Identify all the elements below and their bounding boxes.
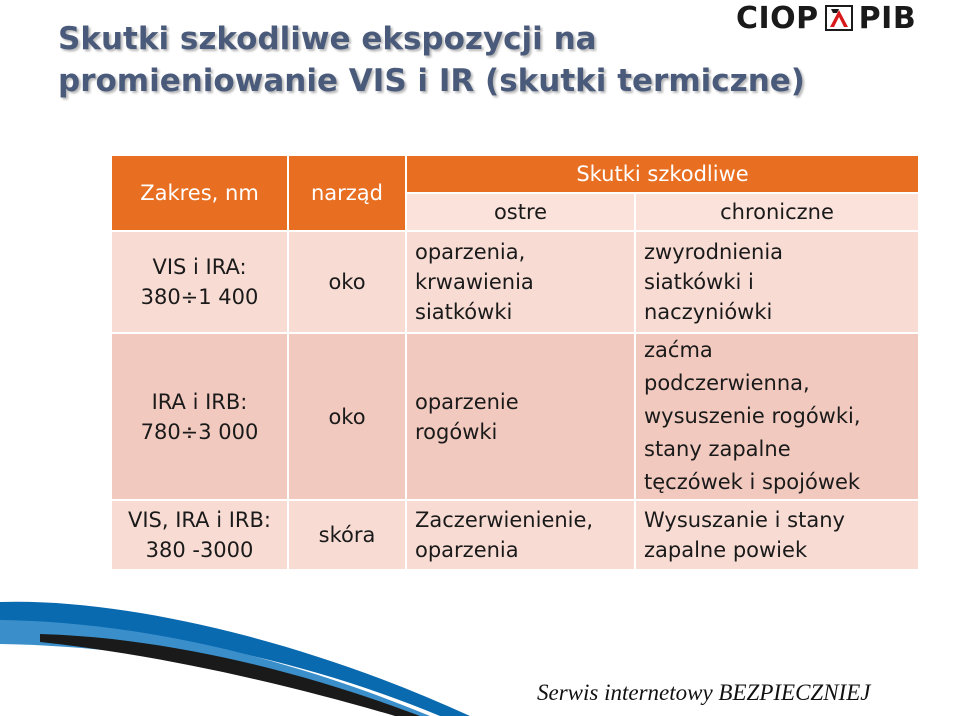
table-row [111, 333, 919, 500]
chronic-cell: zwyrodnienia siatkówki i naczyniówki [635, 231, 919, 333]
acute-cell: Zaczerwienienie, oparzenia [406, 500, 635, 570]
slide-title-line1: Skutki szkodliwe ekspozycji na [58, 21, 597, 57]
footer-text: Serwis internetowy BEZPIECZNIEJ [537, 680, 871, 705]
range-cell: VIS, IRA i IRB: 380 -3000 [111, 500, 288, 570]
chronic-cell: Wysuszanie i stany zapalne powiek [635, 500, 919, 570]
header-range: Zakres, nm [111, 155, 288, 231]
organ-cell: oko [288, 231, 406, 333]
range-cell: IRA i IRB: 780÷3 000 [111, 333, 288, 500]
acute-cell: oparzenie rogówki [406, 333, 635, 500]
logo-text-right: PIB [858, 0, 917, 36]
range-cell: VIS i IRA: 380÷1 400 [111, 231, 288, 333]
organ-cell: skóra [288, 500, 406, 570]
header-effects: Skutki szkodliwe [406, 155, 919, 193]
header-acute: ostre [406, 193, 635, 231]
logo-text-left: CIOP [736, 0, 819, 36]
slide-title-line2: promieniowanie VIS i IR (skutki termiczne) [58, 63, 805, 99]
organ-cell: oko [288, 333, 406, 500]
logo-mark-icon [825, 5, 853, 31]
effects-table [110, 154, 920, 571]
header-organ: narząd [288, 155, 406, 231]
acute-cell: oparzenia, krwawienia siatkówki [406, 231, 635, 333]
ciop-pib-logo [736, 2, 916, 34]
header-chronic: chroniczne [635, 193, 919, 231]
table-row [111, 500, 919, 570]
chronic-cell: zaćma podczerwienna, wysuszenie rogówki, stany zapalne tęczówek i spojówek [635, 333, 919, 500]
table-row [111, 231, 919, 333]
